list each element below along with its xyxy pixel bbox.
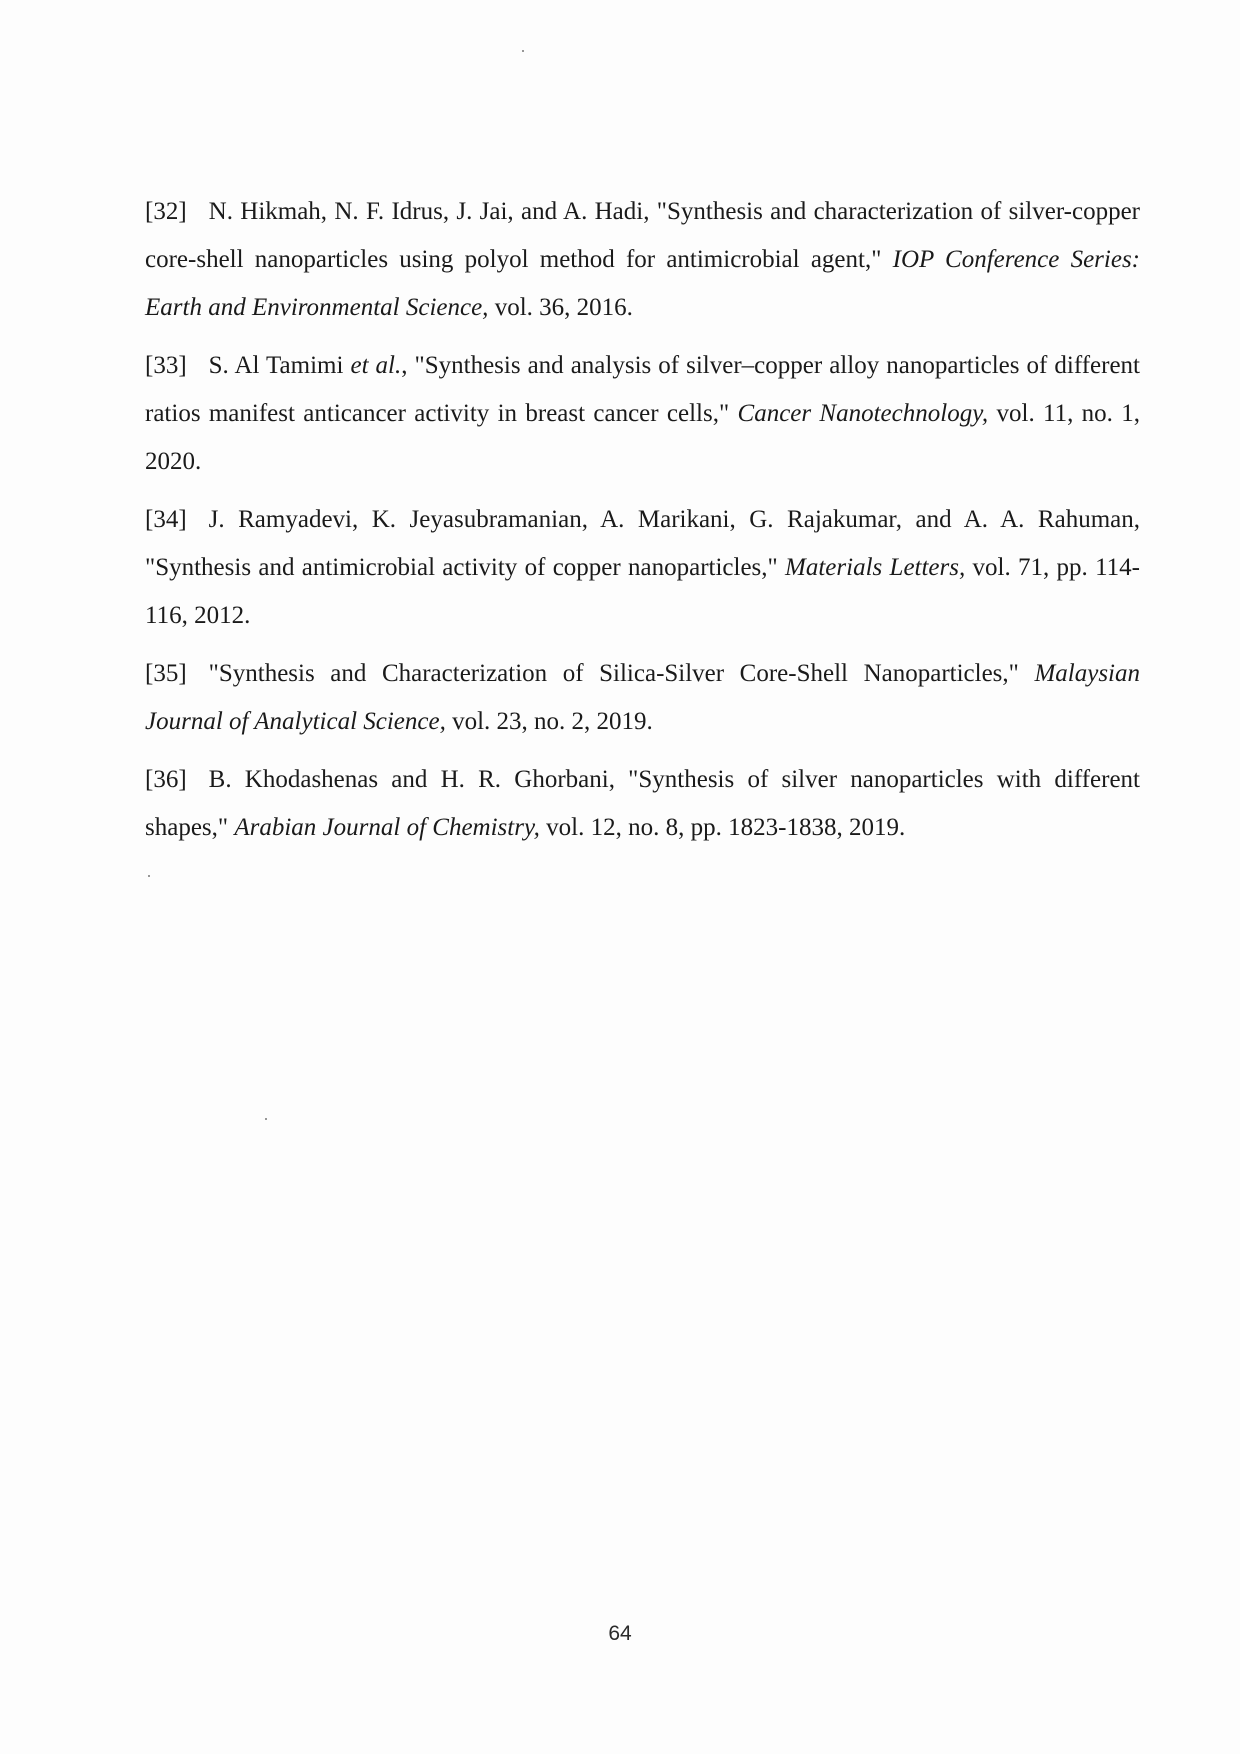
reference-number: [35] [145, 660, 187, 687]
reference-details: vol. 36, 2016. [494, 294, 633, 321]
reference-entry [145, 342, 1140, 486]
reference-number: [33] [145, 352, 187, 379]
reference-details: vol. 11, no. 1, 2020. [145, 400, 1140, 475]
reference-authors: S. Al Tamimi [208, 352, 344, 379]
reference-title: "Synthesis and characterization of silver-copper core-shell nanoparticles using polyol method for antimicrobial agent," [145, 198, 1140, 273]
reference-entry [145, 756, 1140, 852]
reference-number: [34] [145, 506, 187, 533]
reference-details: vol. 23, no. 2, 2019. [452, 708, 653, 735]
reference-details: vol. 12, no. 8, pp. 1823-1838, 2019. [546, 814, 906, 841]
reference-journal: Malaysian Journal of Analytical Science, [145, 660, 1140, 735]
scan-speck [148, 875, 150, 877]
reference-title: "Synthesis and Characterization of Silica-Silver Core-Shell Nanoparticles," [208, 660, 1019, 687]
reference-authors: J. Ramyadevi, K. Jeyasubramanian, A. Marikani, G. Rajakumar, and A. A. Rahuman, [208, 506, 1140, 533]
reference-number: [32] [145, 198, 187, 225]
scan-speck [522, 50, 524, 52]
reference-title: "Synthesis and antimicrobial activity of copper nanoparticles," [145, 554, 778, 581]
reference-entry [145, 496, 1140, 640]
reference-entry [145, 650, 1140, 746]
reference-list [145, 188, 1140, 862]
reference-number: [36] [145, 766, 187, 793]
reference-authors: N. Hikmah, N. F. Idrus, J. Jai, and A. Hadi, [208, 198, 650, 225]
reference-title: "Synthesis of silver nanoparticles with different shapes," [145, 766, 1140, 841]
reference-etal: et al. [350, 352, 402, 379]
page-number: 64 [608, 1622, 632, 1645]
reference-journal: IOP Conference Series: Earth and Environmental Science, [145, 246, 1140, 321]
reference-entry [145, 188, 1140, 332]
reference-journal: Cancer Nanotechnology, [737, 400, 989, 427]
reference-details: vol. 71, pp. 114-116, 2012. [145, 554, 1140, 629]
reference-title: , "Synthesis and analysis of silver–copper alloy nanoparticles of different ratios manifest anticancer activity in breast cancer cells," [145, 352, 1140, 427]
reference-journal: Materials Letters, [785, 554, 966, 581]
scan-speck [265, 1118, 267, 1120]
reference-journal: Arabian Journal of Chemistry, [234, 814, 540, 841]
reference-authors: B. Khodashenas and H. R. Ghorbani, [208, 766, 615, 793]
